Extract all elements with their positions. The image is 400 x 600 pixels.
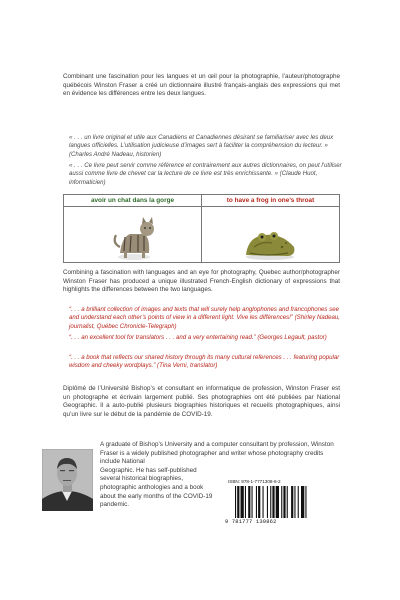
french-author-bio: Diplômé de l’Université Bishop’s et consultant en informatique de profession, Winston Fraser est un photographe et écrivain largement publié. Ses photographies ont été publiées par National Geographic. Il a auto-publié plusieurs biographies historiques et recueils photographiques, ainsi qu’un livre sur le début de la pandémie de COVID-19. <box>63 385 340 418</box>
barcode-bar <box>248 486 250 518</box>
english-bio-narrow: Geographic. He has self-published several historical biographies, photographic anthologies and a book about the early months of the COVID-19 pandemic. <box>100 466 213 509</box>
barcode-bar <box>267 486 268 518</box>
barcode-bar <box>276 486 279 518</box>
french-quote-nadeau: « . . . un livre original et utile aux Canadiens et Canadiennes désirant se familiariser avec les deux langues officielles. L’utilisation judicieuse d’images sert à faciliter la compréhension du lecteur. » (Charles André Nadeau, historien) <box>69 134 334 158</box>
barcode-bar <box>287 486 288 518</box>
barcode-bar <box>258 486 260 518</box>
barcode-bar <box>241 486 244 518</box>
french-quote-huot: « . . . Ce livre peut servir comme référence et contrairement aux autres dictionnaires, on peut l’utiliser aussi comme livre de chevet car la lecture de ce livre est très enrichissante. » (Claude Huot, informaticien) <box>69 162 342 186</box>
barcode-bar <box>294 486 295 518</box>
barcode-bar <box>281 486 282 518</box>
barcode-bar <box>291 486 293 518</box>
author-photo <box>42 449 93 511</box>
barcode-bar <box>283 486 285 518</box>
barcode-bar <box>252 486 253 518</box>
english-intro-paragraph: Combining a fascination with languages and an eye for photography, Quebec author/photographer Winston Fraser has produced a unique illustrated French-English dictionary of expressions that highlights the differences between the two languages. <box>63 269 340 294</box>
barcode-bar <box>245 486 246 518</box>
barcode-bar <box>270 486 271 518</box>
barcode-bar <box>237 486 239 518</box>
barcode-bar <box>263 486 264 518</box>
barcode-bar <box>272 486 274 518</box>
barcode-bar <box>256 486 257 518</box>
english-expression-label: to have a frog in one’s throat <box>202 195 339 207</box>
barcode-digits: 9 781777 130862 <box>225 519 277 525</box>
french-expression-label: avoir un chat dans la gorge <box>64 195 201 207</box>
isbn-label: ISBN: 978-1-7771308-6-2 <box>228 479 281 484</box>
barcode-bar <box>301 486 304 518</box>
english-quote-legault: “. . . an excellent tool for translators . . . and a very entertaining read.” (Georges Legault, pastor) <box>69 334 327 341</box>
barcode-bar <box>235 486 236 518</box>
french-intro-paragraph: Combinant une fascination pour les langues et un œil pour la photographie, l’auteur/photographe québécois Winston Fraser a créé un dictionnaire illustré français-anglais des expressions qui met en évidence les différences entre les deux langues. <box>63 73 340 98</box>
french-expression-cell <box>64 195 202 262</box>
expression-comparison-table <box>63 194 340 263</box>
english-quote-nadeau: “. . . a brilliant collection of images and texts that will surely help anglophones and francophones see and understand each other’s points of view in a different light. Vive les différences!” (Shirley Nadeau, journalist, Québec Chronicle-Telegraph) <box>69 306 340 330</box>
frog-illustration <box>202 207 339 263</box>
english-bio-wide: A graduate of Bishop’s University and a computer consultant by profession, Winston Fraser is a widely published photographer and writer whose photography credits include National <box>100 441 334 466</box>
english-quote-verni: “. . . a book that reflects our shared history through its many cultural references . . . featuring popular wisdom and cheeky wordplays.” (Tina Verni, translator) <box>69 354 340 370</box>
barcode-bar <box>298 486 299 518</box>
cat-illustration <box>64 207 202 263</box>
barcode-bar <box>305 486 306 518</box>
english-expression-cell <box>202 195 339 262</box>
